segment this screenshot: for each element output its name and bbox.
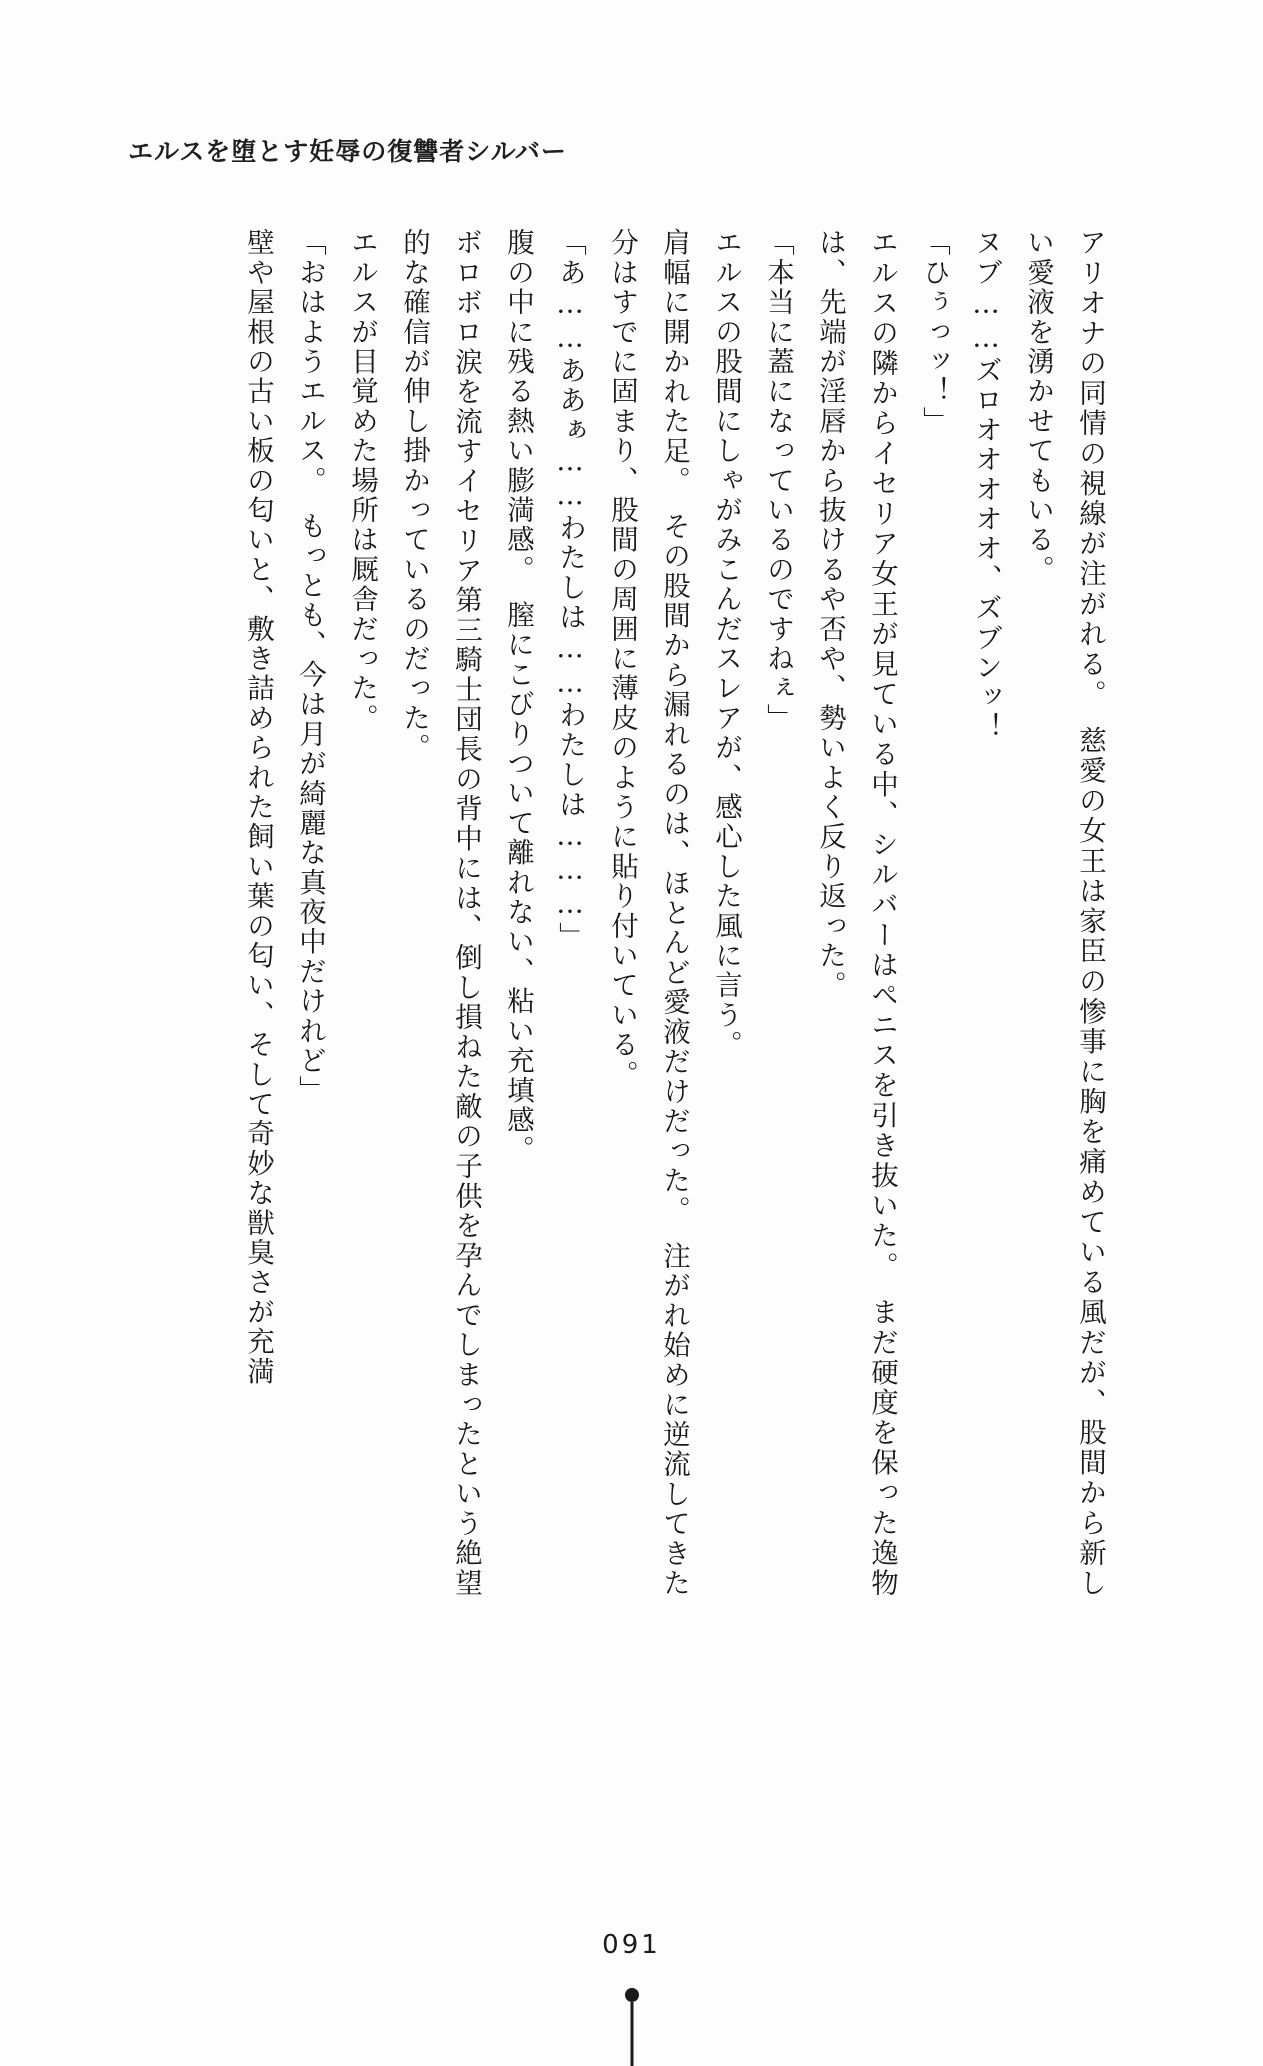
paragraph: 腹の中に残る熱い膨満感。 膣にこびりついて離れない、粘い充填感。 [502,228,534,1165]
paragraph: 肩幅に開かれた足。 その股間から漏れるのは、ほとんど愛液だけだった。 注がれ始めに逆流してきた分はすでに固まり、股間の周囲に薄皮のように貼り付いている。 [606,228,690,1598]
page-number: 091 [602,1930,661,1960]
paragraph: エルスの隣からイセリア女王が見ている中、シルバーはペニスを引き抜いた。 まだ硬度を保った逸物は、先端が淫唇から抜けるや否や、勢いよく反り返った。 [814,228,898,1598]
paragraph: 「おはようエルス。 もっとも、今は月が綺麗な真夜中だけれど」 [294,228,326,1106]
paragraph: ヌブ……ズロオオオオオ、ズブンッ！ [970,228,1002,742]
folio-dot-ornament [625,1988,639,2002]
body-text-vertical [118,228,1116,1598]
paragraph: 壁や屋根の古い板の匂いと、敷き詰められた飼い葉の匂い、そして奇妙な獣臭さが充満 [242,228,274,1387]
paragraph: 「あ……ああぁ……わたしは……わたしは………」 [554,228,586,952]
folio-rule-ornament [630,2002,633,2066]
paragraph: エルスが目覚めた場所は厩舎だった。 [346,228,378,733]
paragraph: 「ひぅっッ！」 [918,228,950,436]
running-head: エルスを堕とす妊辱の復讐者シルバー [128,137,567,166]
paragraph: ボロボロ涙を流すイセリア第三騎士団長の背中には、倒し損ねた敵の子供を孕んでしまったという絶望的な確信が伸し掛かっているのだった。 [398,228,482,1598]
paragraph: エルスの股間にしゃがみこんだスレアが、感心した風に言う。 [710,228,742,1060]
paragraph: アリオナの同情の視線が注がれる。 慈愛の女王は家臣の惨事に胸を痛めている風だが、股間から新しい愛液を湧かせてもいる。 [1022,228,1106,1598]
paragraph: 「本当に蓋になっているのですねぇ」 [762,228,794,733]
